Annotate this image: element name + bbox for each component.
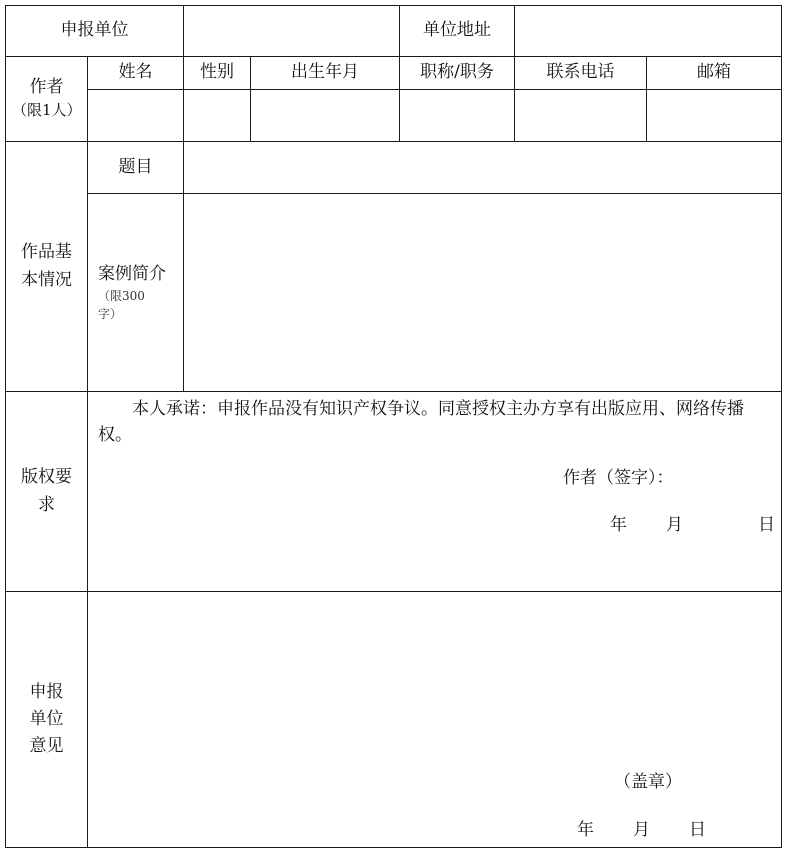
date-month-label: 月 (666, 515, 683, 535)
author-label: 作者 (29, 77, 64, 98)
basic-info-label: 作品基本情况 (21, 242, 72, 290)
column-header-phone: 联系电话 (515, 57, 647, 90)
date-year-label: 年 (610, 515, 627, 535)
author-limit-note: （限1人） (12, 101, 82, 120)
copyright-label: 版权要求 (21, 467, 72, 515)
basic-info-label-cell (6, 142, 88, 392)
opinion-label-cell (6, 592, 88, 848)
author-label-cell (6, 57, 88, 142)
case-limit-note: （限300字） (98, 289, 145, 322)
application-form-table (5, 5, 782, 848)
author-gender-field[interactable] (184, 90, 251, 142)
column-header-email: 邮箱 (647, 57, 782, 90)
column-header-name: 姓名 (88, 57, 184, 90)
case-summary-field[interactable] (184, 194, 782, 392)
author-title-field[interactable] (400, 90, 515, 142)
seal-label: （盖章） (614, 772, 682, 792)
unit-label: 申报单位 (6, 6, 184, 57)
copyright-label-cell (6, 392, 88, 592)
date-day-label: 日 (758, 515, 775, 535)
case-label: 案例简介 (98, 263, 166, 284)
case-label-cell (88, 194, 184, 392)
unit-field[interactable] (184, 6, 400, 57)
commitment-text: 本人承诺：申报作品没有知识产权争议。同意授权主办方享有出版应用、网络传播权。 (98, 399, 744, 446)
opinion-cell[interactable] (88, 592, 782, 848)
opinion-label: 申报单位意见 (29, 681, 64, 757)
author-phone-field[interactable] (515, 90, 647, 142)
opinion-date-year-label: 年 (577, 820, 594, 840)
author-name-field[interactable] (88, 90, 184, 142)
copyright-cell (88, 392, 782, 592)
author-email-field[interactable] (647, 90, 782, 142)
opinion-date-day-label: 日 (689, 820, 706, 840)
topic-field[interactable] (184, 142, 782, 194)
author-signature-label: 作者（签字）： (563, 468, 674, 488)
address-field[interactable] (515, 6, 782, 57)
topic-label: 题目 (88, 142, 184, 194)
column-header-birth: 出生年月 (251, 57, 400, 90)
column-header-title: 职称/职务 (400, 57, 515, 90)
address-label: 单位地址 (400, 6, 515, 57)
column-header-gender: 性别 (184, 57, 251, 90)
opinion-date-month-label: 月 (633, 820, 650, 840)
author-birth-field[interactable] (251, 90, 400, 142)
